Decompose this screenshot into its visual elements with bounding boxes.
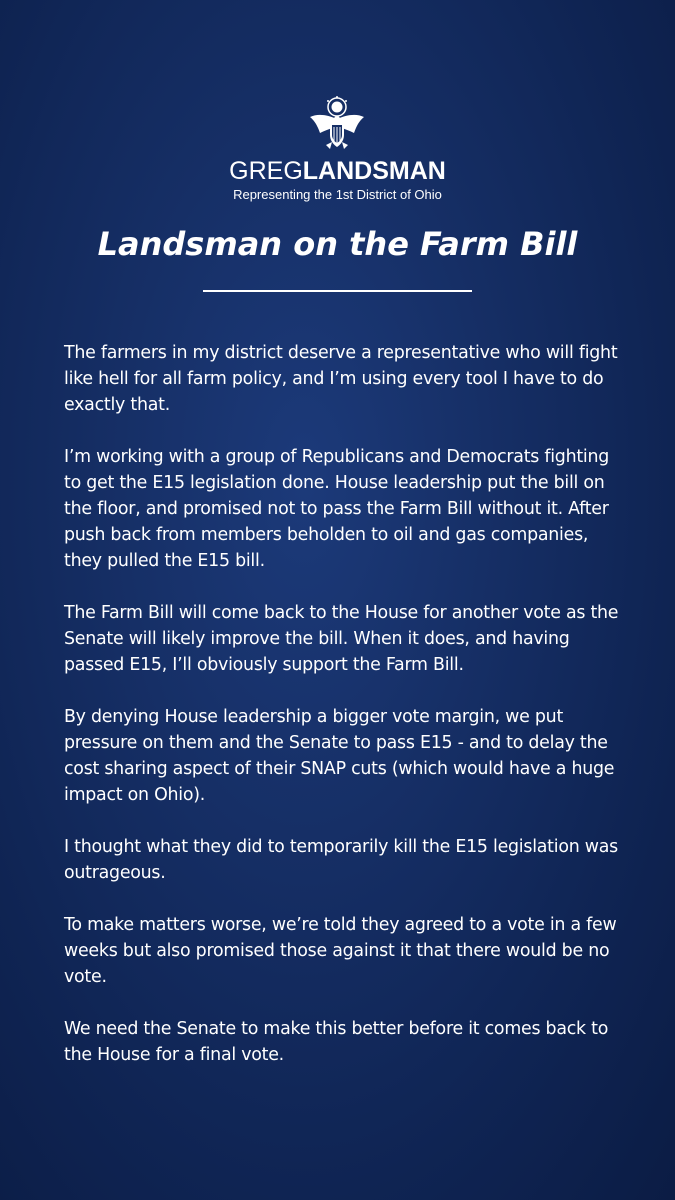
representative-name <box>0 156 675 186</box>
paragraph: To make matters worse, we’re told they agreed to a vote in a few weeks but also promised those against it that there would be no vote. <box>64 915 617 987</box>
paragraph: The Farm Bill will come back to the House for another vote as the Senate will likely improve the bill. When it does, and having passed E15, I’ll obviously support the Farm Bill. <box>64 603 619 675</box>
title-divider <box>203 290 472 292</box>
paragraph: The farmers in my district deserve a representative who will fight like hell for all farm policy, and I’m using every tool I have to do exactly that. <box>64 343 618 415</box>
name-first: GREG <box>229 157 303 185</box>
name-last: LANDSMAN <box>302 157 446 185</box>
paragraph: I’m working with a group of Republicans and Democrats fighting to get the E15 legislation done. House leadership put the bill on the floor, and promised not to pass the Farm Bill without it. After push back from members beholden to oil and gas companies, they pulled the E15 bill. <box>64 447 610 571</box>
paragraph: We need the Senate to make this better before it comes back to the House for a final vote. <box>64 1019 609 1065</box>
district-subtitle: Representing the 1st District of Ohio <box>233 187 442 202</box>
statement-body <box>64 340 624 1094</box>
paragraph: I thought what they did to temporarily kill the E15 legislation was outrageous. <box>64 837 618 883</box>
congressional-seal-icon <box>306 95 368 153</box>
page-title: Landsman on the Farm Bill <box>97 225 578 263</box>
paragraph: By denying House leadership a bigger vote margin, we put pressure on them and the Senate to pass E15 - and to delay the cost sharing aspect of their SNAP cuts (which would have a huge impact on Ohio). <box>64 707 615 805</box>
